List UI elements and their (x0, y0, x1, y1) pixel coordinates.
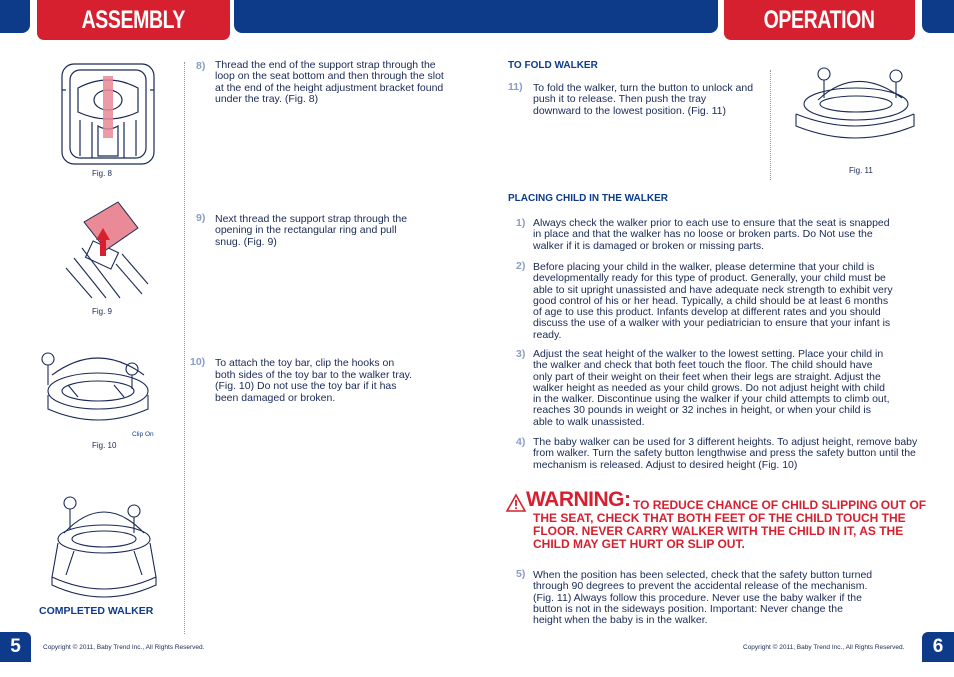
fig11-folded-walker-illustration (792, 64, 917, 144)
step-8-number: 8) (196, 60, 206, 72)
step-8-text: Thread the end of the support strap through the loop on the seat bottom and then through the slot at the end of the height adjustment bracket found under the tray. (Fig. 8) (215, 59, 444, 105)
placing-child-heading: PLACING CHILD IN THE WALKER (508, 193, 668, 204)
operation-tab: OPERATION (724, 0, 915, 40)
fig10-caption: Fig. 10 (92, 441, 117, 450)
fig11-caption: Fig. 11 (849, 166, 873, 175)
copyright-right: Copyright © 2011, Baby Trend Inc., All Rights Reserved. (743, 644, 905, 651)
clip-on-label: Clip On (132, 431, 154, 438)
header-bar-center (234, 0, 718, 33)
column-divider-left (184, 62, 185, 634)
fig8-seat-illustration (58, 60, 158, 168)
completed-walker-caption: COMPLETED WALKER (39, 605, 154, 617)
step-9-number: 9) (196, 212, 206, 224)
step-10-number: 10) (190, 356, 206, 368)
fig9-caption: Fig. 9 (92, 307, 113, 316)
op-step-3-text: Adjust the seat height of the walker to the lowest setting. Place your child in the walker and check that both feet touch the floor. The child should have only part of their weight on their feet when their legs are straight. Adjust the walker height as needed as your child grows. Do not adjust height with child in the walker. Discontinue using the walker if your child attempts to climb out, reaches 30 pounds in weight or 32 inches in height, or when your child is able to walk unassisted. (533, 348, 890, 428)
op-step-5-number: 5) (516, 568, 526, 580)
op-step-2-number: 2) (516, 260, 526, 272)
warning-word: WARNING: (526, 488, 631, 511)
warning-triangle-icon (506, 494, 526, 512)
header-bar-left-edge (0, 0, 30, 33)
step-10-text: To attach the toy bar, clip the hooks on both sides of the toy bar to the walker tray. (Fig. 10) Do not use the toy bar if it has been damaged or broken. (215, 357, 413, 404)
completed-walker-illustration (44, 493, 162, 597)
header-bar-right-edge (922, 0, 954, 33)
fig9-strap-illustration (62, 198, 152, 303)
column-divider-fig11 (770, 70, 771, 180)
op-step-1-text: Always check the walker prior to each use to ensure that the seat is snapped in place and that the walker has no loose or broken parts. Do Not use the walker if it is damaged or broken or missing parts. (533, 217, 890, 252)
op-step-4-text: The baby walker can be used for 3 different heights. To adjust height, remove baby from walker. Turn the safety button lengthwise and press the safety button until the mechanism is released. Adjust to desired height (Fig. 10) (533, 436, 918, 471)
copyright-left: Copyright © 2011, Baby Trend Inc., All Rights Reserved. (43, 644, 205, 651)
page-number-right: 6 (922, 632, 954, 662)
assembly-tab: ASSEMBLY (37, 0, 230, 40)
fold-walker-heading: TO FOLD WALKER (508, 60, 598, 71)
op-step-3-number: 3) (516, 348, 526, 360)
op-step-1-number: 1) (516, 217, 526, 229)
op-step-2-text: Before placing your child in the walker, please determine that your child is developmentally ready for this type of product. Generally, your child must be able to sit upright unassisted and have adequate neck strength to exhibit very good control of his or her head. Typically, a child should be at least 6 months of age to use this product. Infants develop at different rates and you should discuss the use of a walker with your pediatrician to ensure that your infant is ready. (533, 261, 893, 341)
page-number-left: 5 (0, 632, 31, 662)
fig10-toybar-illustration (38, 345, 156, 427)
fig8-caption: Fig. 8 (92, 169, 113, 178)
step-11-number: 11) (508, 81, 523, 93)
step-9-text: Next thread the support strap through the opening in the rectangular ring and pull snug. (Fig. 9) (215, 213, 408, 248)
op-step-4-number: 4) (516, 436, 526, 448)
op-step-5-text: When the position has been selected, check that the safety button turned through 90 degrees to prevent the accidental release of the mechanism. (Fig. 11) Always follow this procedure. Never use the baby walker if the button is not in the sideways position. Important: Never change the height when the baby is in the walker. (533, 569, 873, 627)
warning-text: TO REDUCE CHANCE OF CHILD SLIPPING OUT OF THE SEAT, CHECK THAT BOTH FEET OF THE CHILD TOUCH THE FLOOR. NEVER CARRY WALKER WITH THE CHILD IN IT, AS THE CHILD MAY GET HURT OR SLIP OUT. (533, 498, 927, 551)
step-11-text: To fold the walker, turn the button to unlock and push it to release. Then push the tray downward to the lowest position. (Fig. 11) (533, 82, 754, 117)
